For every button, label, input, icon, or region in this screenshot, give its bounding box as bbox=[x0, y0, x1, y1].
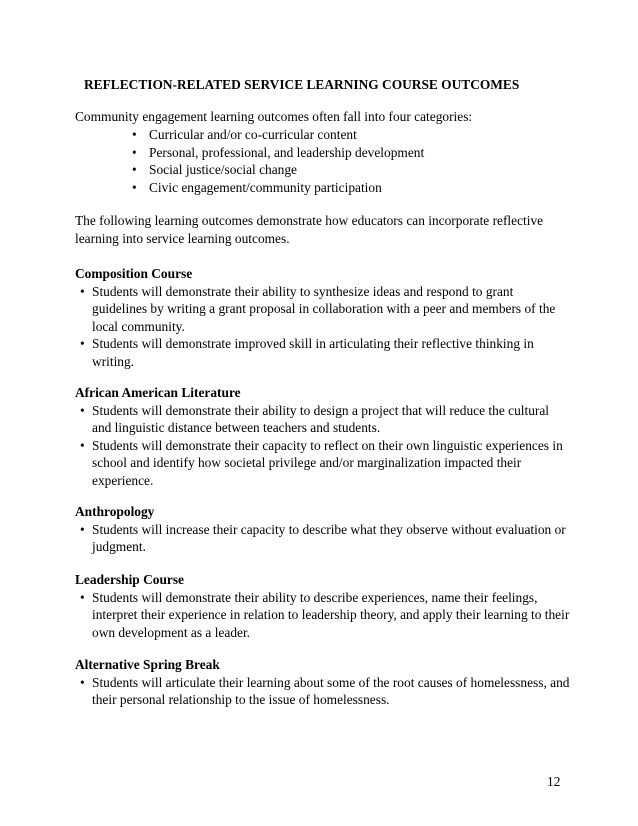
list-item bbox=[75, 589, 570, 642]
list-item bbox=[75, 674, 570, 709]
list-item bbox=[75, 521, 570, 556]
section-heading: Composition Course bbox=[75, 266, 193, 281]
section-african-american-literature bbox=[75, 384, 570, 490]
list-item-text: Students will demonstrate their capacity to reflect on their own linguistic experiences in school and identify how societal privilege and/or marginalization impacted their experience. bbox=[92, 437, 563, 488]
list-item bbox=[128, 161, 424, 179]
section-heading: Alternative Spring Break bbox=[75, 657, 220, 672]
outcome-list bbox=[75, 521, 570, 556]
description-paragraph: The following learning outcomes demonstrate how educators can incorporate reflective learning into service learning outcomes. bbox=[75, 213, 544, 246]
list-item bbox=[128, 179, 424, 197]
bullet-icon: • bbox=[80, 589, 85, 605]
list-item-text: Civic engagement/community participation bbox=[149, 179, 382, 195]
list-item-text: Students will articulate their learning about some of the root causes of homelessness, and their personal relationship to the issue of homelessness. bbox=[92, 674, 570, 708]
list-item-text: Students will increase their capacity to describe what they observe without evaluation or judgment. bbox=[92, 521, 566, 555]
page-title: REFLECTION-RELATED SERVICE LEARNING COURSE OUTCOMES bbox=[84, 77, 520, 92]
list-item-text: Curricular and/or co-curricular content bbox=[149, 127, 357, 142]
list-item bbox=[75, 335, 570, 370]
list-item bbox=[75, 283, 570, 336]
section-heading: Anthropology bbox=[75, 504, 155, 519]
list-item-text: Students will demonstrate their ability to synthesize ideas and respond to grant guidelines by writing a grant proposal in collaboration with a peer and members of the local community. bbox=[92, 283, 556, 334]
page-number: 12 bbox=[547, 774, 561, 789]
section-anthropology bbox=[75, 503, 570, 556]
list-item bbox=[128, 126, 424, 144]
section-composition-course bbox=[75, 265, 570, 371]
outcome-list bbox=[75, 283, 570, 371]
list-item bbox=[75, 437, 570, 490]
list-item-text: Students will demonstrate their ability to design a project that will reduce the cultural and linguistic distance between teachers and students. bbox=[92, 402, 550, 436]
bullet-icon: • bbox=[132, 127, 137, 142]
bullet-icon: • bbox=[80, 674, 85, 690]
bullet-icon: • bbox=[80, 283, 85, 299]
section-leadership-course bbox=[75, 571, 570, 641]
section-heading: Leadership Course bbox=[75, 572, 184, 587]
list-item-text: Personal, professional, and leadership development bbox=[149, 144, 425, 160]
list-item-text: Students will demonstrate their ability to describe experiences, name their feelings, interpret their experience in relation to leadership theory, and apply their learning to their own development as a leader. bbox=[92, 589, 570, 640]
outcome-list bbox=[75, 589, 570, 642]
section-alternative-spring-break bbox=[75, 656, 570, 709]
bullet-icon: • bbox=[132, 162, 137, 178]
bullet-icon: • bbox=[80, 402, 85, 418]
category-list bbox=[128, 126, 424, 196]
section-heading: African American Literature bbox=[75, 385, 241, 400]
bullet-icon: • bbox=[80, 521, 85, 537]
bullet-icon: • bbox=[132, 179, 137, 195]
list-item-text: Students will demonstrate improved skill in articulating their reflective thinking in writing. bbox=[92, 336, 534, 369]
outcome-list bbox=[75, 402, 570, 490]
outcome-list bbox=[75, 674, 570, 709]
list-item bbox=[128, 144, 424, 162]
bullet-icon: • bbox=[132, 144, 137, 160]
list-item-text: Social justice/social change bbox=[149, 162, 297, 178]
intro-paragraph: Community engagement learning outcomes often fall into four categories: bbox=[75, 109, 473, 124]
bullet-icon: • bbox=[80, 336, 85, 352]
bullet-icon: • bbox=[80, 437, 85, 453]
list-item bbox=[75, 402, 570, 437]
